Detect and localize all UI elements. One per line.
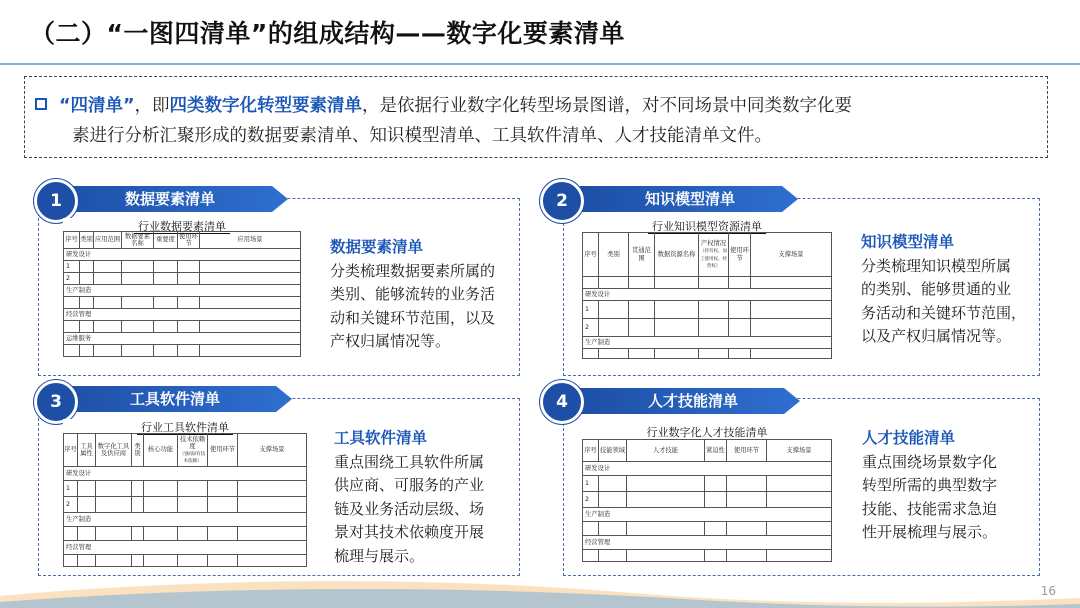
- table-talent-skills: [582, 424, 832, 564]
- table-1-header: 类别: [80, 232, 94, 249]
- decorative-wave: [0, 568, 1080, 608]
- table-1-header: 应用范围: [94, 232, 122, 249]
- table-4-section: 研发设计: [583, 462, 832, 476]
- table-1-header: 重要度: [154, 232, 178, 249]
- slide-title: （二）“一图四清单”的组成结构——数字化要素清单: [30, 19, 625, 48]
- desc-1-line: 动和关键环节范围，以及: [330, 308, 496, 327]
- desc-3-line: 重点围绕工具软件所属: [334, 452, 485, 471]
- table-4-header: 支撑场景: [767, 440, 832, 462]
- table-row-label: 2: [583, 492, 599, 508]
- table-4-header: 紧迫性: [705, 440, 727, 462]
- table-1-header: 数据要素名称: [122, 232, 154, 249]
- table-row-label: 2: [64, 273, 80, 285]
- panel-3-number: 3: [34, 380, 78, 424]
- table-row-label: 2: [583, 319, 599, 337]
- desc-3-line: 景对其技术依赖度开展: [334, 523, 485, 541]
- table-2-section: 研发设计: [583, 289, 832, 301]
- table-3-header: 工具属性: [78, 434, 96, 467]
- table-2-header: 使用环节: [729, 233, 751, 277]
- table-3-header: 数字化工具及供应商: [96, 434, 132, 467]
- checkbox-bullet-icon: [35, 98, 47, 110]
- table-row-label: 1: [583, 301, 599, 319]
- intro-box: [24, 76, 1048, 158]
- table-2-title: 行业知识模型资源清单: [648, 220, 766, 234]
- ribbon-2-label: 知识模型清单: [644, 190, 735, 208]
- table-row-label: 1: [64, 481, 78, 497]
- table-4-grid: [582, 439, 832, 562]
- intro-text: [35, 91, 1040, 151]
- intro-quote: “四清单”: [59, 96, 135, 116]
- table-row-label: 1: [64, 261, 80, 273]
- table-1-section: 研发设计: [64, 249, 301, 261]
- table-1-section: 运维服务: [64, 333, 301, 345]
- table-2-header: 产权情况: [700, 240, 727, 248]
- table-row-label: 2: [64, 497, 78, 513]
- desc-1-line: 产权归属情况等。: [330, 332, 451, 350]
- desc-2-line: 的类别、能够贯通的业: [861, 280, 1012, 298]
- table-3-header: 序号: [64, 434, 78, 467]
- intro-comma: ，即: [134, 96, 170, 116]
- ribbon-4-label: 人才技能清单: [647, 392, 738, 410]
- table-2-header: 贯通范围: [629, 233, 655, 277]
- table-3-header: 技术依赖度: [179, 435, 206, 450]
- desc-3-line: 梳理与展示。: [334, 546, 425, 565]
- ribbon-1-label: 数据要素清单: [124, 190, 215, 208]
- page-number: 16: [1040, 584, 1056, 598]
- table-1-section: 经营管理: [64, 309, 301, 321]
- table-row-label: 1: [583, 476, 599, 492]
- table-3-title: 行业工具软件清单: [137, 421, 233, 435]
- table-3-grid: [63, 433, 307, 567]
- intro-line1: ，是依据行业数字化转型场景图谱，对不同场景中同类数字化要: [362, 96, 853, 116]
- desc-2-line: 以及产权归属情况等。: [861, 327, 1012, 345]
- table-4-section: 经营管理: [583, 536, 832, 550]
- table-3-section: 生产制造: [64, 513, 307, 527]
- desc-4-line: 重点围绕场景数字化: [862, 452, 998, 471]
- desc-3-line: 链及业务活动层级、场: [334, 499, 485, 518]
- desc-2-line: 务活动和关键环节范围，: [861, 303, 1027, 322]
- desc-tool-software: [334, 427, 514, 568]
- table-3-section: 研发设计: [64, 467, 307, 481]
- intro-line2: 素进行分析汇聚形成的数据要素清单、知识模型清单、工具软件清单、人才技能清单文件。: [72, 126, 772, 146]
- table-1-header: 使用环节: [179, 232, 198, 247]
- table-4-header: 序号: [583, 440, 599, 462]
- table-3-header: 核心功能: [144, 434, 178, 467]
- table-knowledge-models: [582, 218, 832, 358]
- panel-1-number: 1: [34, 179, 78, 223]
- panel-2-number: 2: [540, 179, 584, 223]
- table-3-header: 支撑场景: [238, 434, 307, 467]
- table-4-header: 使用环节: [727, 440, 767, 462]
- table-3-section: 经营管理: [64, 541, 307, 555]
- table-2-header: 类别: [599, 233, 629, 277]
- panel-4-number: 4: [540, 380, 584, 424]
- desc-2-title: 知识模型清单: [861, 233, 955, 251]
- desc-talent-skills: [862, 427, 1034, 545]
- table-tool-software: [63, 419, 307, 571]
- desc-1-line: 分类梳理数据要素所属的: [330, 261, 496, 280]
- table-2-header: 支撑场景: [751, 233, 832, 277]
- table-2-section: 生产制造: [583, 337, 832, 349]
- table-4-header: 技能领域: [599, 440, 627, 462]
- table-2-header: 数据资源名称: [655, 233, 699, 277]
- table-1-header: 序号: [64, 232, 80, 249]
- desc-3-line: 供应商、可服务的产业: [334, 476, 485, 494]
- table-3-header: 类别: [132, 434, 144, 467]
- desc-4-line: 技能、技能需求急迫: [862, 499, 998, 518]
- table-2-header-note: （持有权、加工使用权、经营权）: [700, 249, 727, 269]
- desc-2-line: 分类梳理知识模型所属: [861, 256, 1012, 275]
- ribbon-3-label: 工具软件清单: [129, 390, 220, 408]
- table-data-elements: [63, 218, 301, 362]
- desc-4-line: 转型所需的典型数字: [862, 476, 998, 494]
- table-4-title: 行业数字化人才技能清单: [643, 426, 772, 440]
- desc-4-title: 人才技能清单: [862, 429, 956, 447]
- title-divider: [0, 63, 1080, 65]
- desc-4-line: 性开展梳理与展示。: [862, 523, 998, 541]
- table-2-header: 序号: [583, 233, 599, 277]
- intro-highlight: 四类数字化转型要素清单: [169, 96, 363, 116]
- table-1-section: 生产制造: [64, 285, 301, 297]
- table-2-grid: [582, 232, 832, 359]
- desc-1-line: 类别、能够流转的业务活: [330, 285, 496, 303]
- table-3-header-note: （强/弱/有技术依赖）: [179, 452, 206, 465]
- desc-knowledge-models: [861, 231, 1036, 349]
- table-1-header: 应用场景: [200, 232, 301, 249]
- desc-3-title: 工具软件清单: [334, 429, 428, 447]
- table-4-section: 生产制造: [583, 508, 832, 522]
- desc-data-elements: [330, 236, 515, 354]
- table-1-grid: [63, 231, 301, 357]
- desc-1-title: 数据要素清单: [330, 238, 424, 256]
- table-3-header: 使用环节: [208, 434, 238, 467]
- table-4-header: 人才技能: [627, 440, 705, 462]
- table-1-title: 行业数据要素清单: [134, 220, 230, 234]
